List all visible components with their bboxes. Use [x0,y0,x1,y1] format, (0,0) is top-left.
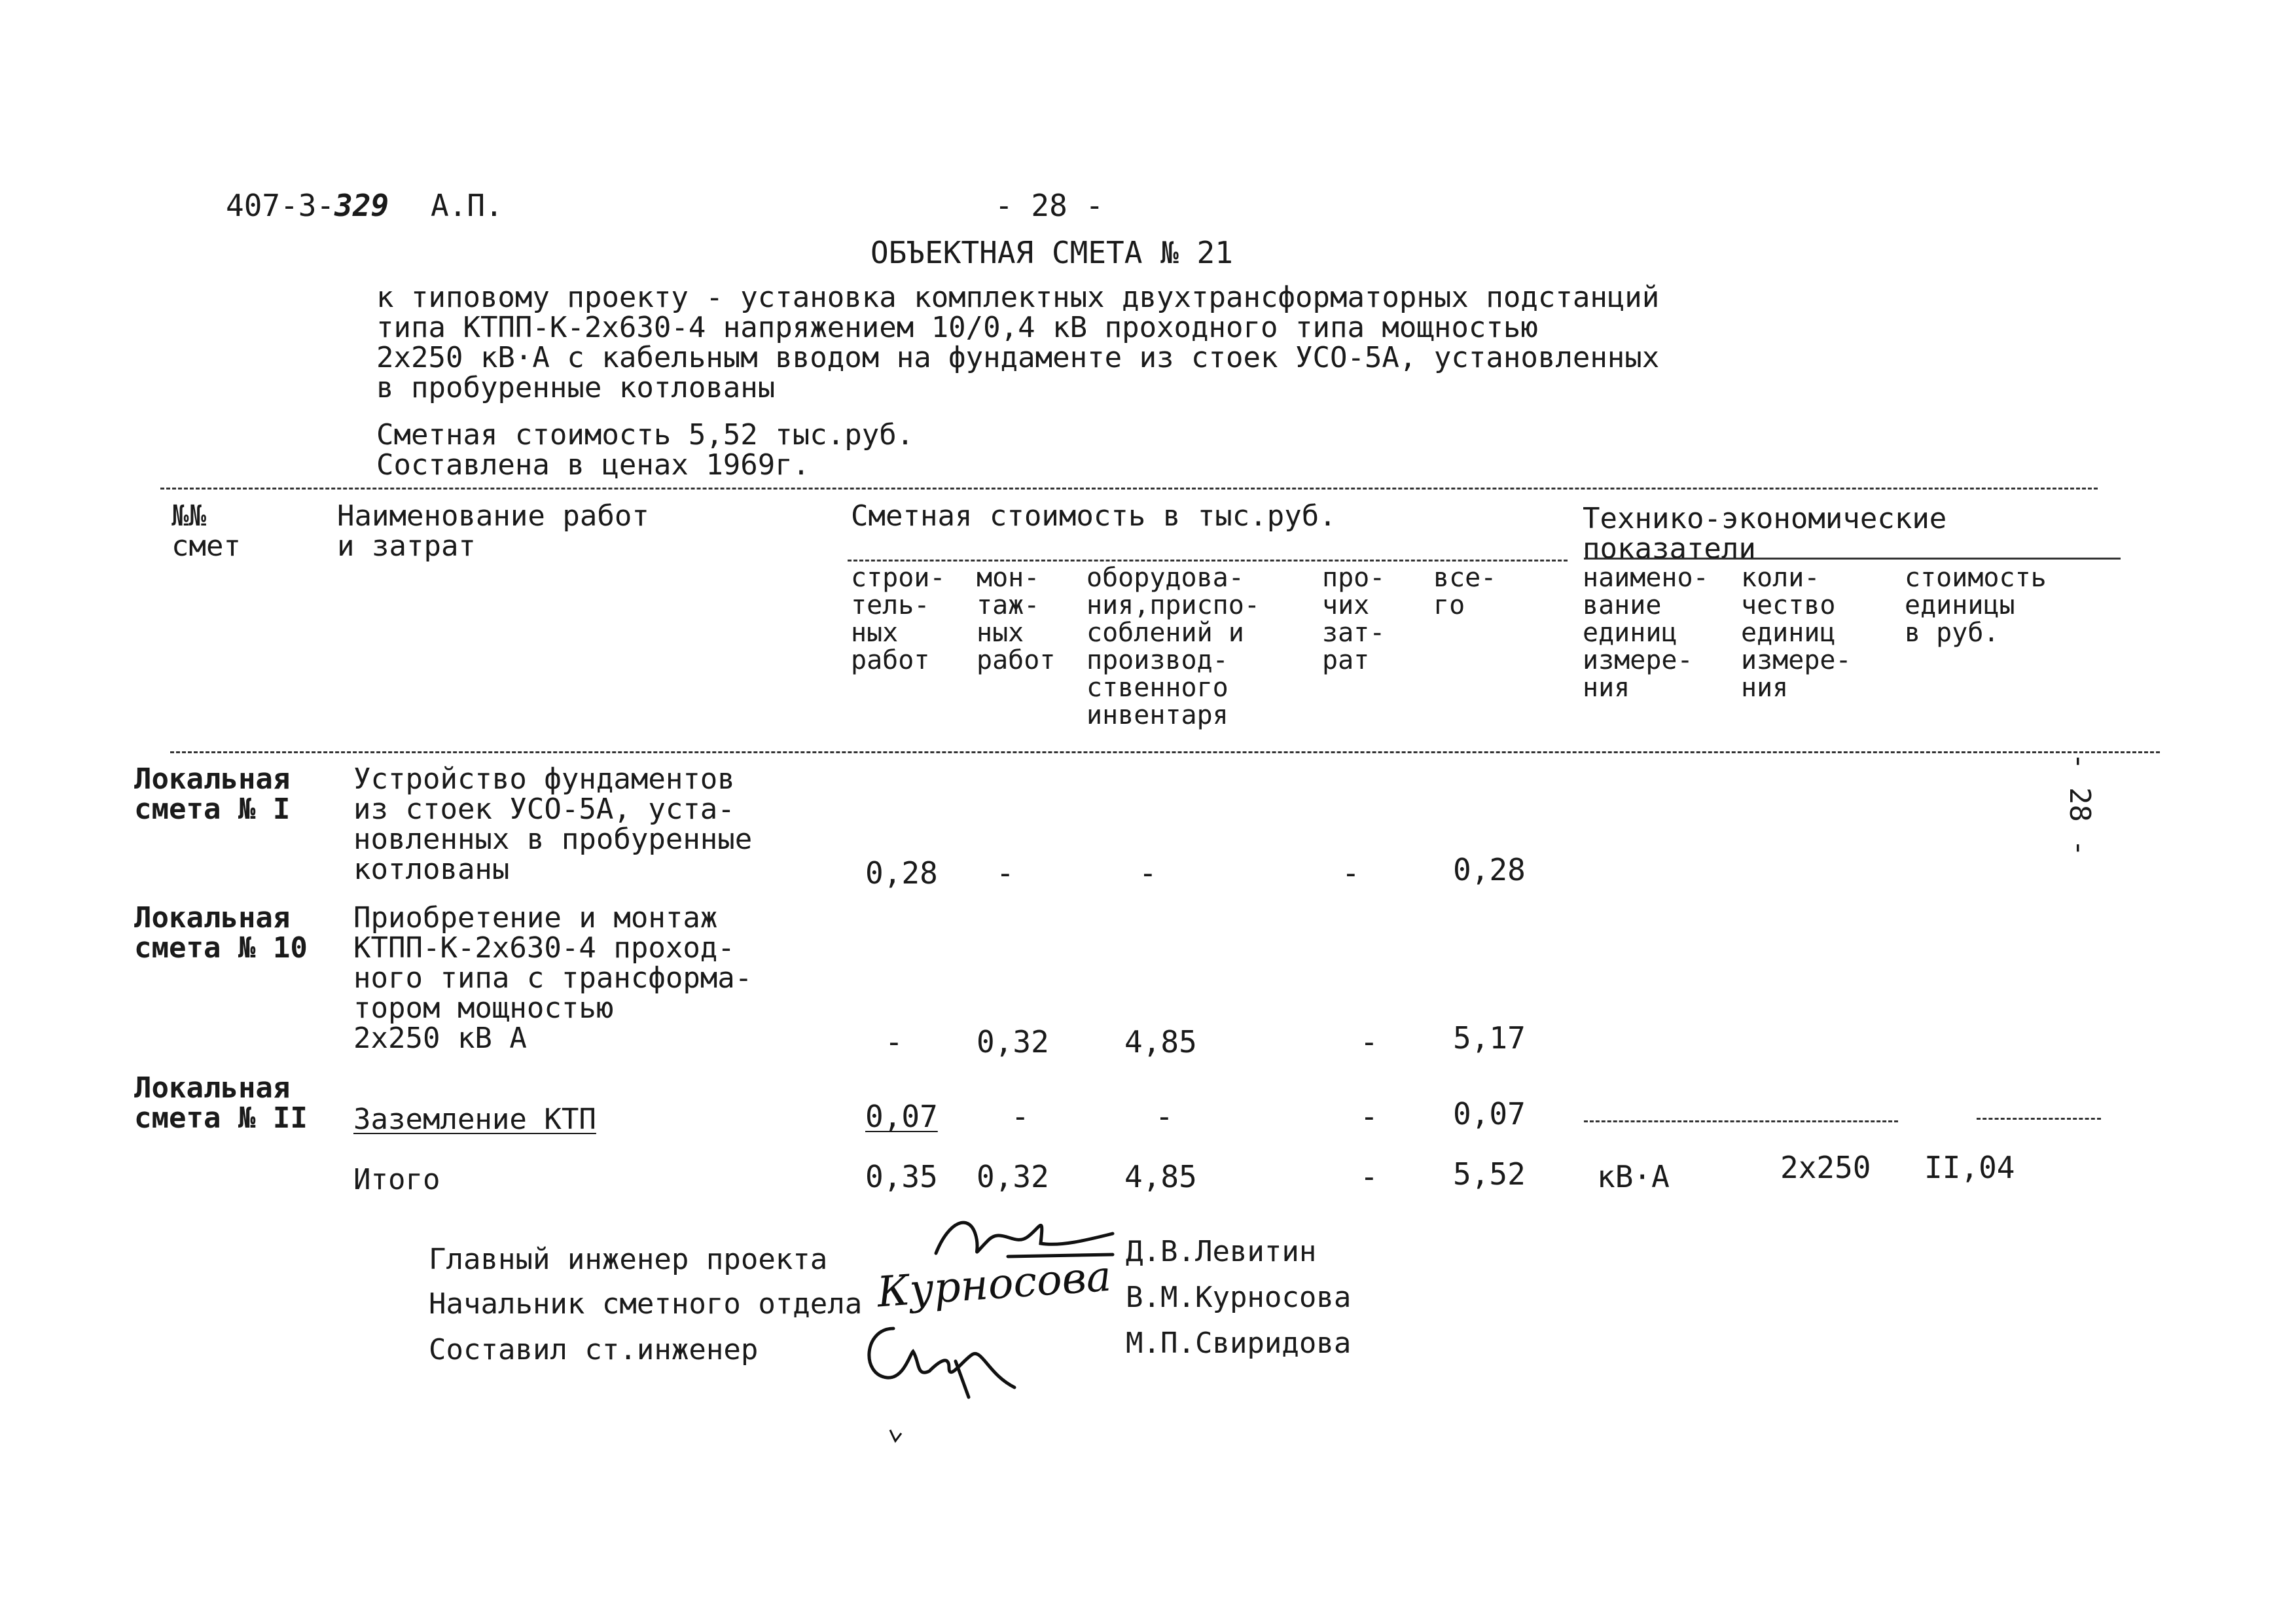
row-1-equipment: - [1139,855,1157,891]
stray-mark [887,1427,906,1446]
row-1-total: 0,28 [1453,852,1526,887]
estimated-cost: Сметная стоимость 5,52 тыс.руб. [376,418,914,452]
col-header-name: Наименование работ и затрат [337,499,649,563]
total-unit-cost: II,04 [1924,1150,2015,1185]
tech-row-rule [1584,1120,1898,1122]
doc-code-prefix: 407-3- [226,188,335,223]
row-3-install: - [1011,1099,1030,1134]
total-install: 0,32 [977,1159,1049,1194]
signature-handwriting-2: Курносова [875,1252,1113,1317]
row-1-construction: 0,28 [865,855,938,891]
row-3-number: Локальная смета № II [134,1071,308,1135]
margin-page-number: - 28 - [2063,753,2096,857]
doc-code-number: 329 [334,188,389,223]
total-construction: 0,35 [865,1159,938,1194]
signature-name-2: В.М.Курносова [1126,1281,1352,1314]
page-title: ОБЪЕКТНАЯ СМЕТА № 21 [870,235,1233,270]
tech-row-rule-2 [1977,1118,2101,1120]
price-basis: Составлена в ценах 1969г. [376,448,810,482]
row-1-name: Устройство фундаментов из стоек УСО-5А, уста- новленных в пробуренные котлованы [353,762,753,886]
signature-scribble-3 [857,1315,1028,1407]
doc-code-suffix: А.П. [430,188,503,223]
col-header-number: №№ смет [171,499,241,563]
row-1-other: - [1342,855,1360,891]
row-1-number: Локальная смета № I [134,762,291,826]
total-other: - [1360,1159,1378,1194]
row-3-other: - [1360,1099,1378,1134]
row-3-equipment: - [1155,1099,1174,1134]
row-3-name: Заземление КТП [353,1103,596,1136]
row-2-total: 5,17 [1453,1020,1526,1056]
row-3-total: 0,07 [1453,1096,1526,1132]
row-2-name: Приобретение и монтаж КТПП-К-2х630-4 проход- ного типа с трансформа- тором мощностью 2х250 кВ А [353,901,753,1055]
row-2-other: - [1360,1024,1378,1060]
description-line-1: к типовому проекту - установка комплектных двухтрансформаторных подстанций [376,281,1660,314]
col-group-tech: Технико-экономические показатели [1583,502,1947,565]
description-line-2: типа КТПП-К-2х630-4 напряжением 10/0,4 кВ проходного типа мощностью [376,311,1538,344]
col-header-unit-name: наимено- вание единиц измере- ния [1583,563,1709,703]
doc-code [226,190,503,221]
header-bottom-rule [170,751,2160,753]
signature-role-2: Начальник сметного отдела [429,1287,863,1321]
col-header-unit-cost: стоимость единицы в руб. [1905,563,2047,648]
col-header-construction: строи- тель- ных работ [851,563,946,675]
row-2-number: Локальная смета № 10 [134,901,308,965]
signature-name-1: Д.В.Левитин [1126,1235,1317,1268]
col-header-equipment: оборудова- ния,приспо- соблений и производ- ственного инвентаря [1086,563,1260,730]
total-label: Итого [353,1163,440,1196]
total-total: 5,52 [1453,1156,1526,1192]
signature-name-3: М.П.Свиридова [1126,1327,1352,1360]
signature-role-3: Составил ст.инженер [429,1333,759,1366]
row-2-construction: - [885,1024,903,1060]
row-2-install: 0,32 [977,1024,1049,1060]
col-header-install: мон- таж- ных работ [977,563,1056,675]
page-number: - 28 - [995,188,1104,223]
cost-group-rule [848,560,1568,562]
col-header-unit-qty: коли- чество единиц измере- ния [1741,563,1852,703]
total-equipment: 4,85 [1124,1159,1197,1194]
row-3-construction: 0,07 [865,1099,938,1134]
col-header-total: все- го [1433,563,1497,620]
row-2-equipment: 4,85 [1124,1024,1197,1060]
table-top-rule [160,488,2098,490]
total-unit-qty: 2х250 [1780,1150,1871,1185]
total-unit-name: кВ·А [1597,1159,1670,1194]
col-group-cost: Сметная стоимость в тыс.руб. [851,499,1336,533]
description-line-3: 2х250 кВ·А с кабельным вводом на фундаменте из стоек УСО-5А, установленных [376,341,1660,374]
description-line-4: в пробуренные котлованы [376,371,776,404]
row-1-install: - [996,855,1014,891]
col-header-other: про- чих зат- рат [1322,563,1386,675]
signature-role-1: Главный инженер проекта [429,1243,828,1276]
